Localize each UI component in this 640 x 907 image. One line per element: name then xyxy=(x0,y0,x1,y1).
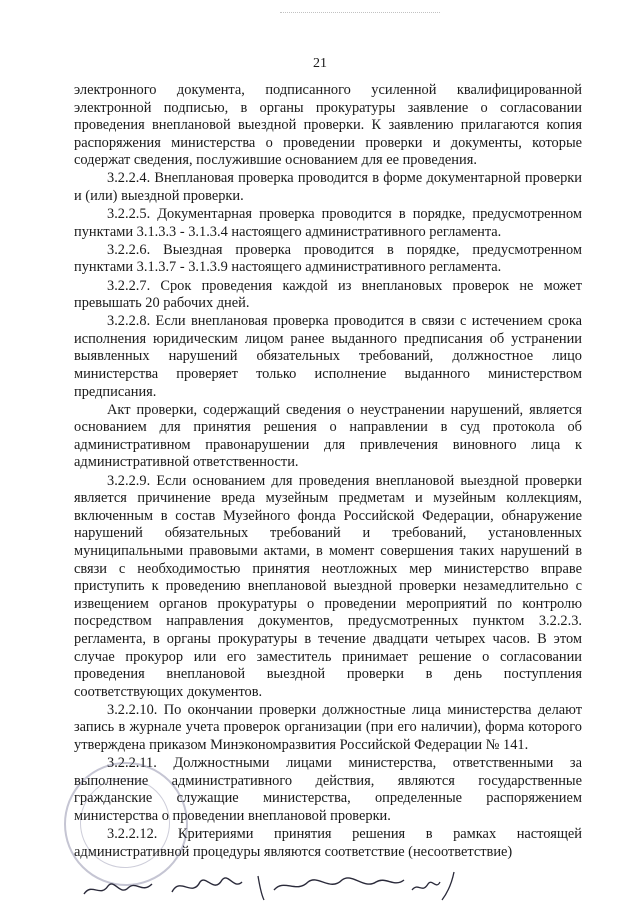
page-number: 21 xyxy=(313,56,327,71)
paragraph: 3.2.2.7. Срок проведения каждой из внеплановых проверок не может превышать 20 рабочих дней. xyxy=(74,277,582,312)
paragraph: 3.2.2.10. По окончании проверки должностные лица министерства делают запись в журнале учета проверок организации (при его наличии), форма которого утверждена приказом Минэкономразвития Российской Федерации № 141. xyxy=(74,701,582,753)
handwritten-signature xyxy=(82,868,502,902)
paragraph: 3.2.2.11. Должностными лицами министерства, ответственными за выполнение административного действия, являются государственные гражданские служащие министерства, определенные распоряжением министерства о проведении внеплановой проверки. xyxy=(74,755,582,824)
paragraph: 3.2.2.6. Выездная проверка проводится в порядке, предусмотренном пунктами 3.1.3.7 - 3.1.3.9 настоящего административного регламента. xyxy=(74,241,582,276)
paragraph: электронного документа, подписанного усиленной квалифицированной электронной подписью, в органы прокуратуры заявление о согласовании проведения внеплановой выездной проверки. К заявлению прилагаются копия распоряжения министерства о проведении проверки и документы, которые содержат сведения, послужившие основанием для ее проведения. xyxy=(74,82,582,169)
paragraph: 3.2.2.12. Критериями принятия решения в рамках настоящей административной процедуры являются соответствие (несоответствие) xyxy=(74,825,582,860)
paragraph: 3.2.2.5. Документарная проверка проводится в порядке, предусмотренном пунктами 3.1.3.3 - 3.1.3.4 настоящего административного регламента. xyxy=(74,206,582,240)
paragraph: 3.2.2.4. Внеплановая проверка проводится в форме документарной проверки и (или) выездной проверки. xyxy=(74,170,582,205)
paragraph: 3.2.2.9. Если основанием для проведения внеплановой выездной проверки является причинение вреда музейным предметам и музейным коллекциям, включенным в состав Музейного фонда Российской Федерации, обнаружение нарушений обязательных требований и требований, установленных муниципальными правовыми актами, в момент совершения таких нарушений в связи с необходимостью принятия неотложных мер министерство вправе приступить к проведению внеплановой выездной проверки незамедлительно с извещением органов прокуратуры о проведении мероприятий по контролю посредством направления документов, предусмотренных пунктом 3.2.2.3. регламента, в органы прокуратуры в течение двадцати четырех часов. В этом случае прокурор или его заместитель принимает решение о согласовании проведения внеплановой выездной проверки в день поступления соответствующих документов. xyxy=(74,472,582,700)
document-body xyxy=(74,82,582,862)
scan-artifact xyxy=(280,12,440,19)
paragraph: 3.2.2.8. Если внеплановая проверка проводится в связи с истечением срока исполнения юридическим лицом ранее выданного предписания об устранении выявленных нарушений обязательных требований, должностное лицо министерства проверяет только исполнение выданного министерством предписания. xyxy=(74,313,582,400)
paragraph: Акт проверки, содержащий сведения о неустранении нарушений, является основанием для принятия решения о направлении в суд протокола об административном правонарушении для привлечения виновного лица к административной ответственности. xyxy=(74,401,582,471)
